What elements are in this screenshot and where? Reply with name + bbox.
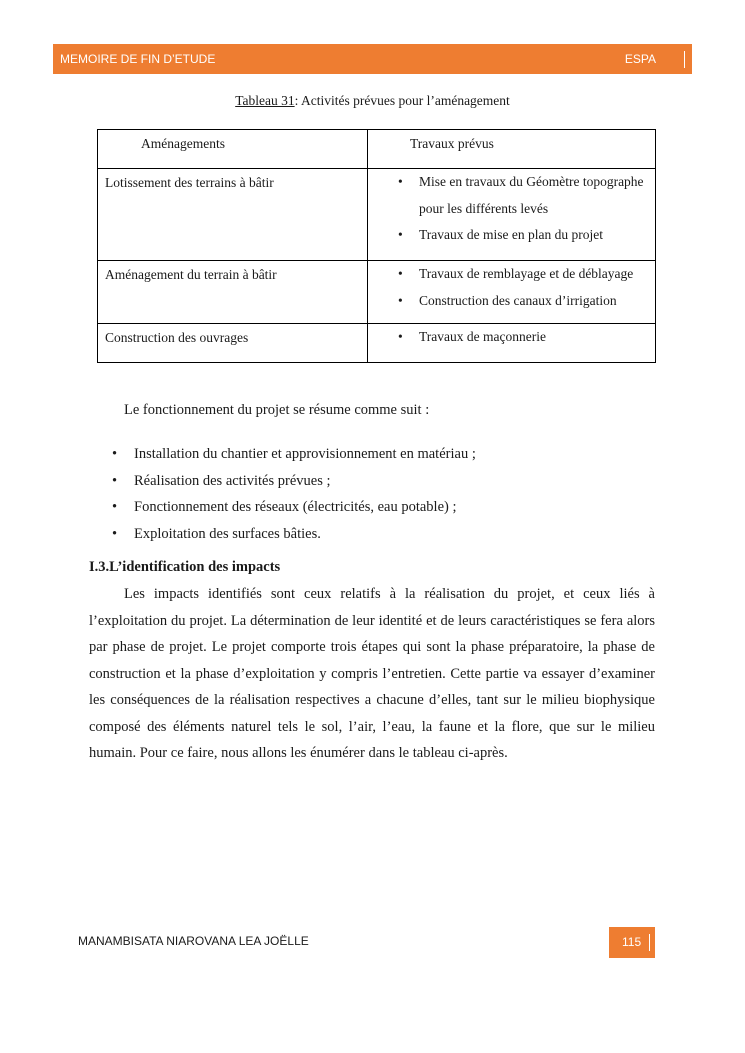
travaux-list bbox=[398, 169, 649, 249]
list-item: • Construction des canaux d’irrigation bbox=[398, 288, 649, 315]
page-number-divider bbox=[649, 934, 650, 951]
list-item: • Installation du chantier et approvisionnement en matériau ; bbox=[112, 441, 476, 468]
list-item: • Travaux de maçonnerie bbox=[398, 324, 649, 351]
table-header-cell bbox=[368, 130, 656, 169]
list-item: • Travaux de remblayage et de déblayage bbox=[398, 261, 649, 288]
table-cell-travaux bbox=[368, 169, 656, 261]
footer-author: MANAMBISATA NIAROVANA LEA JOËLLE bbox=[78, 934, 309, 948]
page-number: 115 bbox=[622, 935, 642, 949]
list-item: • Réalisation des activités prévues ; bbox=[112, 468, 476, 495]
header-divider bbox=[684, 51, 685, 68]
list-item: • Mise en travaux du Géomètre topographe pour les différents levés bbox=[398, 169, 649, 222]
table-row bbox=[98, 169, 656, 261]
list-item: • Fonctionnement des réseaux (électricités, eau potable) ; bbox=[112, 494, 476, 521]
intro-paragraph: Le fonctionnement du projet se résume comme suit : bbox=[124, 402, 430, 418]
section-heading: I.3.L’identification des impacts bbox=[89, 559, 281, 575]
table-caption bbox=[0, 93, 745, 109]
table-row bbox=[98, 324, 656, 363]
header-title: MEMOIRE DE FIN D’ETUDE bbox=[60, 52, 216, 66]
table-row bbox=[98, 261, 656, 324]
functioning-list bbox=[112, 441, 476, 548]
travaux-list bbox=[398, 261, 649, 314]
activities-table bbox=[97, 129, 656, 363]
header-travaux: Travaux prévus bbox=[410, 136, 494, 151]
list-item: • Exploitation des surfaces bâties. bbox=[112, 521, 476, 548]
table-cell-amenagement: Construction des ouvrages bbox=[98, 324, 368, 363]
table-cell-amenagement: Aménagement du terrain à bâtir bbox=[98, 261, 368, 324]
header-amenagements: Aménagements bbox=[141, 136, 225, 151]
section-body: Les impacts identifiés sont ceux relatifs à la réalisation du projet, et ceux liés à l’exploitation du projet. La détermination de leur identité et de leurs caractéristiques se fera alors par phase de projet. Le projet comporte trois étapes qui sont la phase préparatoire, la phase de construction et la phase d’exploitation y compris l’entretien. Cette partie va essayer d’examiner les conséquences de la réalisation respectives a chacune d’elles, tant sur le milieu biophysique composé des éléments naturel tels le sol, l’air, l’eau, la faune et la flore, que sur le milieu humain. Pour ce faire, nous allons les énumérer dans le tableau ci-après. bbox=[89, 586, 655, 761]
table-cell-travaux bbox=[368, 324, 656, 363]
table-header-cell bbox=[98, 130, 368, 169]
table-cell-amenagement: Lotissement des terrains à bâtir bbox=[98, 169, 368, 261]
page-number-badge bbox=[609, 927, 655, 958]
table-header-row bbox=[98, 130, 656, 169]
table-cell-travaux bbox=[368, 261, 656, 324]
table-caption-text: : Activités prévues pour l’aménagement bbox=[294, 93, 510, 108]
table-caption-label: Tableau 31 bbox=[235, 93, 295, 108]
list-item: • Travaux de mise en plan du projet bbox=[398, 222, 649, 249]
page-header bbox=[53, 44, 692, 74]
travaux-list bbox=[398, 324, 649, 351]
header-school: ESPA bbox=[624, 52, 656, 66]
